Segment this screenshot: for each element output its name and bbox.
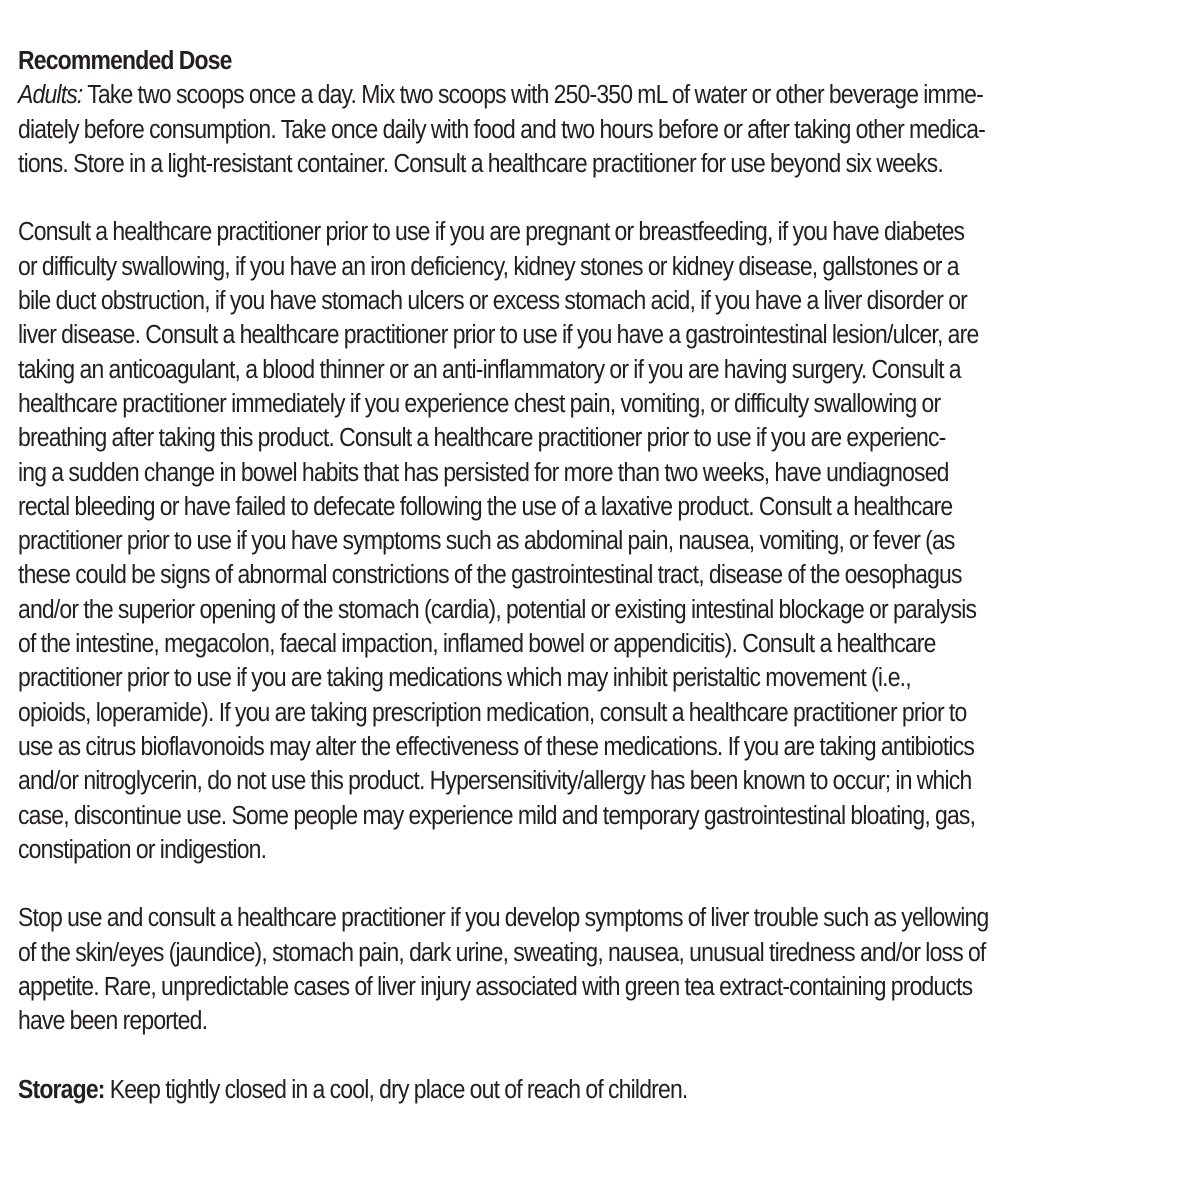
cautions-line: bile duct obstruction, if you have stomach ulcers or excess stomach acid, if you have a liver disorder or — [18, 287, 968, 316]
cautions-line: or difficulty swallowing, if you have an iron deficiency, kidney stones or kidney disease, gallstones or a — [18, 252, 959, 281]
paragraph-gap — [18, 867, 1168, 901]
storage-line — [18, 1073, 1168, 1107]
storage-paragraph — [18, 1073, 1168, 1107]
cautions-line: practitioner prior to use if you are taking medications which may inhibit peristaltic movement (i.e., — [18, 664, 911, 693]
cautions-line: constipation or indigestion. — [18, 835, 267, 864]
cautions-line: opioids, loperamide). If you are taking prescription medication, consult a healthcare practitioner prior to — [18, 698, 967, 727]
paragraph-gap — [18, 181, 1168, 215]
liver-warning-line: have been reported. — [18, 1007, 208, 1036]
cautions-line: Consult a healthcare practitioner prior to use if you are pregnant or breastfeeding, if you have diabetes — [18, 218, 965, 247]
cautions-line: practitioner prior to use if you have symptoms such as abdominal pain, nausea, vomiting, or fever (as — [18, 527, 955, 556]
cautions-line: breathing after taking this product. Consult a healthcare practitioner prior to use if you are experienc- — [18, 424, 946, 453]
cautions-line: healthcare practitioner immediately if you experience chest pain, vomiting, or difficulty swallowing or — [18, 389, 941, 418]
dose-line: Adults: Take two scoops once a day. Mix two scoops with 250-350 mL of water or other beverage imme- — [18, 81, 983, 110]
cautions-line: case, discontinue use. Some people may experience mild and temporary gastrointestinal bloating, gas, — [18, 801, 976, 830]
paragraph-gap — [18, 1039, 1168, 1073]
liver-warning-line: of the skin/eyes (jaundice), stomach pain, dark urine, sweating, nausea, unusual tiredness and/or loss of — [18, 938, 986, 967]
storage-label: Storage: — [18, 1075, 105, 1104]
cautions-line: rectal bleeding or have failed to defecate following the use of a laxative product. Consult a healthcare — [18, 492, 953, 521]
cautions-line: these could be signs of abnormal constrictions of the gastrointestinal tract, disease of the oesophagus — [18, 561, 962, 590]
adults-label: Adults: — [18, 81, 83, 110]
cautions-line: liver disease. Consult a healthcare practitioner prior to use if you have a gastrointestinal lesion/ulcer, are — [18, 321, 979, 350]
liver-warning-line: appetite. Rare, unpredictable cases of liver injury associated with green tea extract-containing products — [18, 973, 973, 1002]
cautions-paragraph — [18, 215, 1168, 867]
cautions-line: taking an anticoagulant, a blood thinner or an anti-inflammatory or if you are having surgery. Consult a — [18, 355, 961, 384]
dose-line: diately before consumption. Take once daily with food and two hours before or after taking other medica- — [18, 115, 986, 144]
storage-text: Keep tightly closed in a cool, dry place out of reach of children. — [104, 1075, 688, 1104]
dose-paragraph — [18, 78, 1168, 181]
liver-warning-paragraph — [18, 901, 1168, 1038]
cautions-line: of the intestine, megacolon, faecal impaction, inflamed bowel or appendicitis). Consult a healthcare — [18, 630, 936, 659]
label-document — [18, 44, 1168, 1107]
liver-warning-line: Stop use and consult a healthcare practitioner if you develop symptoms of liver trouble such as yellowing — [18, 904, 989, 933]
cautions-line: ing a sudden change in bowel habits that has persisted for more than two weeks, have undiagnosed — [18, 458, 949, 487]
cautions-line: use as citrus bioflavonoids may alter the effectiveness of these medications. If you are taking antibiotics — [18, 732, 975, 761]
dose-line: tions. Store in a light-resistant container. Consult a healthcare practitioner for use beyond six weeks. — [18, 149, 943, 178]
recommended-dose-heading: Recommended Dose — [18, 47, 232, 75]
cautions-line: and/or the superior opening of the stomach (cardia), potential or existing intestinal blockage or paralysis — [18, 595, 977, 624]
cautions-line: and/or nitroglycerin, do not use this product. Hypersensitivity/allergy has been known to occur; in which — [18, 767, 972, 796]
